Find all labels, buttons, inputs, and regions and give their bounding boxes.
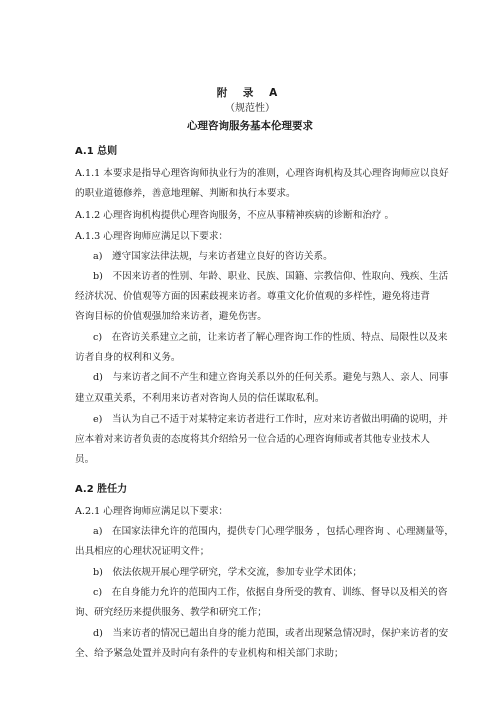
paragraph-line: 咨询目标的价值观强加给来访者，避免伤害。 (75, 311, 267, 322)
paragraph-line: A.2.1 心理咨询师应满足以下要求： (75, 506, 229, 517)
paragraph-line: 经济状况、价值观等方面的因素歧视来访者。尊重文化价值观的多样性，避免将违背 (75, 291, 430, 302)
paragraph-line: A.1.1 本要求是指导心理咨询师执业行为的准则，心理咨询机构及其心理咨询师应以良好 (75, 168, 449, 179)
paragraph-line: A.1.2 心理咨询机构提供心理咨询服务，不应从事精神疾病的诊断和治疗 。 (75, 210, 395, 221)
list-item: a) 遵守国家法律法规，与来访者建立良好的咨访关系。 (93, 251, 333, 262)
section-heading-a2: A.2 胜任力 (75, 484, 128, 495)
paragraph-line: 询、研究经历来提供服务、教学和研究工作； (75, 607, 267, 618)
list-item: d) 当来访者的情况已超出自身的能力范围，或者出现紧急情况时，保护来访者的安 (93, 628, 449, 639)
paragraph-line: 建立双重关系，不利用来访者对咨询人员的信任谋取私利。 (75, 393, 325, 404)
paragraph-line: 全、给予紧急处置并及时向有条件的专业机构和相关部门求助； (75, 648, 344, 659)
list-item: c) 在自身能力允许的范围内工作，依据自身所受的教育、训练、督导以及相关的咨 (93, 587, 448, 598)
appendix-heading (0, 86, 500, 134)
appendix-nature: （规范性） (225, 103, 275, 114)
appendix-title: 心理咨询服务基本伦理要求 (187, 120, 313, 132)
list-item: d) 与来访者之间不产生和建立咨询关系以外的任何关系。避免与熟人、亲人、同事 (93, 372, 449, 383)
paragraph-line: 员。 (75, 454, 95, 465)
list-item: c) 在咨访关系建立之前，让来访者了解心理咨询工作的性质、特点、局限性以及来 (93, 332, 448, 343)
paragraph-line: 出具相应的心理状况证明文件； (75, 546, 210, 557)
section-heading-a1: A.1 总则 (75, 146, 118, 157)
paragraph-line: A.1.3 心理咨询师应满足以下要求： (75, 231, 229, 242)
paragraph-line: 的职业道德修养，善意地理解、判断和执行本要求。 (75, 188, 296, 199)
list-item: b) 依法依规开展心理学研究，学术交流，参加专业学术团体； (93, 567, 362, 578)
paragraph-line: 访者自身的权利和义务。 (75, 352, 181, 363)
paragraph-line: 应本着对来访者负责的态度将其介绍给另一位合适的心理咨询师或者其他专业技术人 (75, 434, 430, 445)
appendix-label: 附 录 A (216, 87, 284, 99)
list-item: b) 不因来访者的性别、年龄、职业、民族、国籍、宗教信仰、性取向、残疾、生活 (93, 271, 449, 282)
list-item: e) 当认为自己不适于对某特定来访者进行工作时，应对来访者做出明确的说明，并 (93, 414, 448, 425)
list-item: a) 在国家法律允许的范围内，提供专门心理学服务 ，包括心理咨询 、心理测量等， (93, 526, 454, 537)
